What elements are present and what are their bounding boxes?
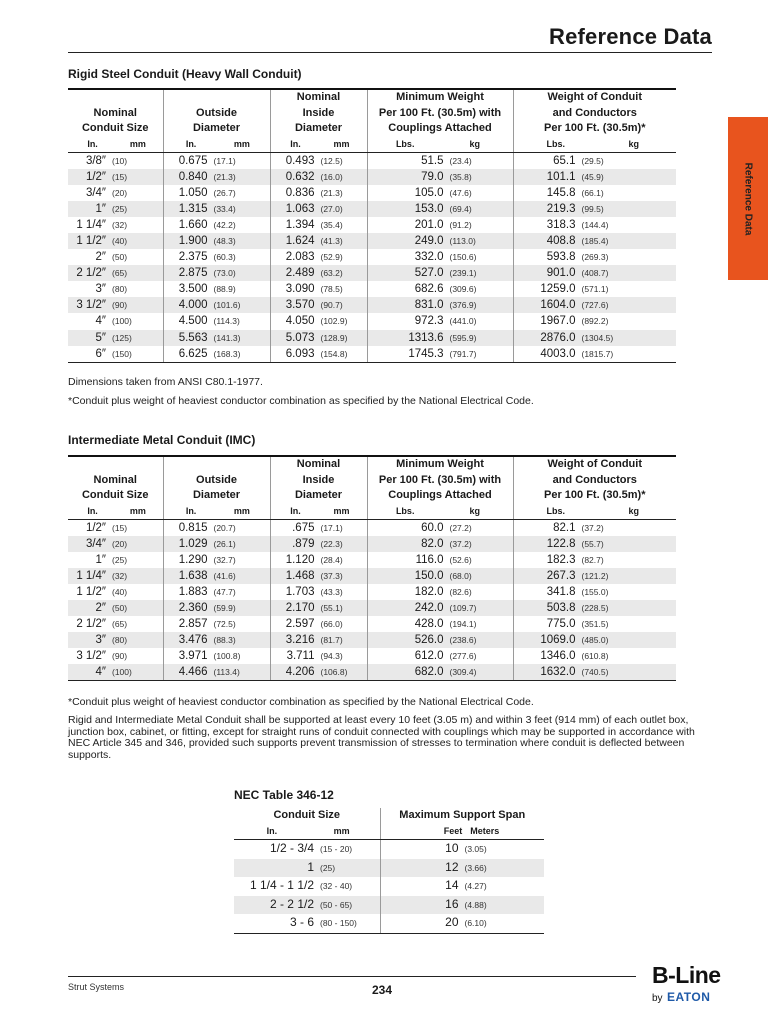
table-row bbox=[68, 152, 676, 169]
table-row bbox=[68, 201, 676, 217]
inside-diameter-cell: 4.050 (102.9) bbox=[270, 313, 367, 329]
table-row bbox=[68, 169, 676, 185]
weight-conductors-cell: 122.8 (55.7) bbox=[513, 536, 676, 552]
nec-support-table bbox=[234, 808, 544, 934]
nec-table-title: NEC Table 346-12 bbox=[234, 788, 334, 802]
min-weight-cell: 60.0 (27.2) bbox=[367, 519, 513, 536]
col-weight-conductors: Weight of Conduit and Conductors Per 100 Ft. (30.5m)* bbox=[513, 89, 676, 137]
rigid-note-ansi: Dimensions taken from ANSI C80.1-1977. bbox=[68, 376, 263, 388]
inside-diameter-cell: 1.624 (41.3) bbox=[270, 233, 367, 249]
inside-diameter-cell: 0.836 (21.3) bbox=[270, 185, 367, 201]
units-weight-cond: Lbs. kg bbox=[513, 137, 676, 153]
nec-col-size: Conduit Size bbox=[273, 809, 341, 821]
min-weight-cell: 612.0 (277.6) bbox=[367, 648, 513, 664]
inside-diameter-cell: 1.120 (28.4) bbox=[270, 552, 367, 568]
rigid-note-conductor: *Conduit plus weight of heaviest conductor combination as specified by the National Electrical Code. bbox=[68, 395, 534, 407]
min-weight-cell: 831.0 (376.9) bbox=[367, 297, 513, 313]
rigid-conduit-table bbox=[68, 88, 676, 363]
inside-diameter-cell: 3.711 (94.3) bbox=[270, 648, 367, 664]
nec-span-cell: 20 (6.10) bbox=[380, 914, 544, 933]
inside-diameter-cell: 1.468 (37.3) bbox=[270, 568, 367, 584]
inside-diameter-cell: 1.394 (35.4) bbox=[270, 217, 367, 233]
min-weight-cell: 242.0 (109.7) bbox=[367, 600, 513, 616]
units-weight-cond: Lbs. kg bbox=[513, 504, 676, 520]
weight-conductors-cell: 145.8 (66.1) bbox=[513, 185, 676, 201]
units-size: In. mm bbox=[68, 137, 163, 153]
min-weight-cell: 972.3 (441.0) bbox=[367, 313, 513, 329]
title-divider bbox=[68, 52, 712, 53]
weight-conductors-cell: 82.1 (37.2) bbox=[513, 519, 676, 536]
nec-size-cell: 1 (25) bbox=[234, 859, 380, 878]
weight-conductors-cell: 1259.0 (571.1) bbox=[513, 281, 676, 297]
table-row bbox=[68, 217, 676, 233]
table-row bbox=[68, 249, 676, 265]
units-min-weight: Lbs. kg bbox=[367, 504, 513, 520]
weight-conductors-cell: 65.1 (29.5) bbox=[513, 152, 676, 169]
table-row bbox=[68, 185, 676, 201]
weight-conductors-cell: 219.3 (99.5) bbox=[513, 201, 676, 217]
col-weight-conductors: Weight of Conduit and Conductors Per 100 Ft. (30.5m)* bbox=[513, 456, 676, 504]
table-row bbox=[68, 616, 676, 632]
col-nominal-size: Nominal Conduit Size bbox=[68, 456, 163, 504]
outside-diameter-cell: 6.625 (168.3) bbox=[163, 346, 270, 363]
nec-units-size: In. mm bbox=[234, 823, 380, 840]
nec-size-cell: 1/2 - 3/4 (15 - 20) bbox=[269, 841, 353, 855]
table-row bbox=[234, 840, 544, 859]
table-row bbox=[68, 281, 676, 297]
conduit-size-cell: 1 1/4″ (32) bbox=[76, 218, 128, 231]
weight-conductors-cell: 4003.0 (1815.7) bbox=[513, 346, 676, 363]
col-outside-diameter: Outside Diameter bbox=[163, 456, 270, 504]
inside-diameter-cell: .879 (22.3) bbox=[270, 536, 367, 552]
outside-diameter-cell: 4.500 (114.3) bbox=[163, 313, 270, 329]
weight-conductors-cell: 408.8 (185.4) bbox=[513, 233, 676, 249]
table-row bbox=[68, 297, 676, 313]
nec-size-cell: 2 - 2 1/2 (50 - 65) bbox=[234, 896, 380, 915]
outside-diameter-cell: 0.675 (17.1) bbox=[163, 152, 270, 169]
nec-size-cell: 3 - 6 (80 - 150) bbox=[234, 914, 380, 933]
conduit-size-cell: 2″ (50) bbox=[95, 251, 128, 264]
min-weight-cell: 79.0 (35.8) bbox=[367, 169, 513, 185]
weight-conductors-cell: 1632.0 (740.5) bbox=[513, 664, 676, 681]
nec-span-cell: 16 (4.88) bbox=[380, 896, 544, 915]
conduit-size-cell: 6″ (150) bbox=[68, 346, 163, 363]
inside-diameter-cell: 3.090 (78.5) bbox=[270, 281, 367, 297]
units-outside: In. mm bbox=[163, 137, 270, 153]
outside-diameter-cell: 1.315 (33.4) bbox=[163, 201, 270, 217]
conduit-size-cell: 1 1/2″ (40) bbox=[68, 233, 163, 249]
table-row bbox=[68, 664, 676, 681]
conduit-size-cell: 4″ (100) bbox=[95, 315, 132, 328]
units-size: In. mm bbox=[68, 504, 163, 520]
outside-diameter-cell: 2.360 (59.9) bbox=[163, 600, 270, 616]
outside-diameter-cell: 1.050 (26.7) bbox=[163, 185, 270, 201]
conduit-size-cell: 1/2″ (15) bbox=[68, 169, 163, 185]
weight-conductors-cell: 182.3 (82.7) bbox=[513, 552, 676, 568]
outside-diameter-cell: 4.000 (101.6) bbox=[163, 297, 270, 313]
min-weight-cell: 150.0 (68.0) bbox=[367, 568, 513, 584]
outside-diameter-cell: 2.857 (72.5) bbox=[163, 616, 270, 632]
min-weight-cell: 682.0 (309.4) bbox=[367, 664, 513, 681]
min-weight-cell: 182.0 (82.6) bbox=[367, 584, 513, 600]
inside-diameter-cell: 4.206 (106.8) bbox=[270, 664, 367, 681]
min-weight-cell: 105.0 (47.6) bbox=[367, 185, 513, 201]
inside-diameter-cell: 0.493 (12.5) bbox=[270, 152, 367, 169]
col-minimum-weight: Minimum Weight Per 100 Ft. (30.5m) with Couplings Attached bbox=[367, 456, 513, 504]
conduit-size-cell: 1 1/4″ (32) bbox=[68, 568, 163, 584]
min-weight-cell: 527.0 (239.1) bbox=[367, 265, 513, 281]
conduit-size-cell: 3 1/2″ (90) bbox=[76, 650, 128, 663]
conduit-size-cell: 1/2″ (15) bbox=[85, 521, 128, 534]
outside-diameter-cell: 4.466 (113.4) bbox=[163, 664, 270, 681]
conduit-size-cell: 3/4″ (20) bbox=[68, 536, 163, 552]
units-inside: In. mm bbox=[270, 137, 367, 153]
conduit-size-cell: 3″ (80) bbox=[68, 632, 163, 648]
min-weight-cell: 51.5 (23.4) bbox=[367, 152, 513, 169]
nec-span-cell: 14 (4.27) bbox=[380, 877, 544, 896]
table-row bbox=[68, 265, 676, 281]
conduit-size-cell: 5″ (125) bbox=[68, 330, 163, 346]
outside-diameter-cell: 0.815 (20.7) bbox=[163, 519, 270, 536]
weight-conductors-cell: 1967.0 (892.2) bbox=[513, 313, 676, 329]
conduit-size-cell: 2″ (50) bbox=[68, 600, 163, 616]
inside-diameter-cell: 0.632 (16.0) bbox=[270, 169, 367, 185]
inside-diameter-cell: 5.073 (128.9) bbox=[270, 330, 367, 346]
min-weight-cell: 1313.6 (595.9) bbox=[367, 330, 513, 346]
nec-span-cell: 10 (3.05) bbox=[380, 840, 544, 859]
page-title: Reference Data bbox=[549, 24, 712, 49]
units-outside: In. mm bbox=[163, 504, 270, 520]
imc-conduit-table bbox=[68, 455, 676, 681]
conduit-size-cell: 1 1/2″ (40) bbox=[76, 585, 128, 598]
units-min-weight: Lbs. kg bbox=[367, 137, 513, 153]
weight-conductors-cell: 101.1 (45.9) bbox=[513, 169, 676, 185]
outside-diameter-cell: 1.883 (47.7) bbox=[163, 584, 270, 600]
conduit-size-cell: 2 1/2″ (65) bbox=[68, 265, 163, 281]
table-row bbox=[68, 519, 676, 536]
conduit-size-cell: 4″ (100) bbox=[68, 664, 163, 681]
min-weight-cell: 428.0 (194.1) bbox=[367, 616, 513, 632]
conduit-size-cell: 3/4″ (20) bbox=[85, 186, 128, 199]
outside-diameter-cell: 3.500 (88.9) bbox=[163, 281, 270, 297]
weight-conductors-cell: 775.0 (351.5) bbox=[513, 616, 676, 632]
col-nominal-size: Nominal Conduit Size bbox=[68, 89, 163, 137]
table-row bbox=[234, 859, 544, 878]
weight-conductors-cell: 267.3 (121.2) bbox=[513, 568, 676, 584]
outside-diameter-cell: 2.375 (60.3) bbox=[163, 249, 270, 265]
inside-diameter-cell: 1.063 (27.0) bbox=[270, 201, 367, 217]
outside-diameter-cell: 1.290 (32.7) bbox=[163, 552, 270, 568]
rigid-section-title: Rigid Steel Conduit (Heavy Wall Conduit) bbox=[68, 67, 302, 81]
table-row bbox=[234, 914, 544, 933]
table-row bbox=[234, 896, 544, 915]
col-inside-diameter: Nominal Inside Diameter bbox=[270, 89, 367, 137]
nec-units-span: Feet Meters bbox=[380, 823, 544, 840]
weight-conductors-cell: 901.0 (408.7) bbox=[513, 265, 676, 281]
conduit-size-cell: 3/8″ (10) bbox=[85, 154, 128, 167]
outside-diameter-cell: 1.029 (26.1) bbox=[163, 536, 270, 552]
min-weight-cell: 332.0 (150.6) bbox=[367, 249, 513, 265]
footer-section-label: Strut Systems bbox=[68, 982, 125, 992]
inside-diameter-cell: 2.170 (55.1) bbox=[270, 600, 367, 616]
inside-diameter-cell: .675 (17.1) bbox=[270, 519, 367, 536]
min-weight-cell: 82.0 (37.2) bbox=[367, 536, 513, 552]
imc-section-title: Intermediate Metal Conduit (IMC) bbox=[68, 433, 256, 447]
nec-span-cell: 12 (3.66) bbox=[380, 859, 544, 878]
weight-conductors-cell: 341.8 (155.0) bbox=[513, 584, 676, 600]
conduit-size-cell: 3″ (80) bbox=[95, 283, 128, 296]
section-side-tab: Reference Data bbox=[728, 117, 768, 280]
min-weight-cell: 1745.3 (791.7) bbox=[367, 346, 513, 363]
weight-conductors-cell: 1604.0 (727.6) bbox=[513, 297, 676, 313]
inside-diameter-cell: 6.093 (154.8) bbox=[270, 346, 367, 363]
min-weight-cell: 682.6 (309.6) bbox=[367, 281, 513, 297]
table-row bbox=[68, 346, 676, 363]
units-inside: In. mm bbox=[270, 504, 367, 520]
inside-diameter-cell: 3.570 (90.7) bbox=[270, 297, 367, 313]
min-weight-cell: 153.0 (69.4) bbox=[367, 201, 513, 217]
col-outside-diameter: Outside Diameter bbox=[163, 89, 270, 137]
conduit-size-cell: 1″ (25) bbox=[68, 201, 163, 217]
outside-diameter-cell: 3.971 (100.8) bbox=[163, 648, 270, 664]
outside-diameter-cell: 1.900 (48.3) bbox=[163, 233, 270, 249]
weight-conductors-cell: 1346.0 (610.8) bbox=[513, 648, 676, 664]
conduit-size-cell: 1″ (25) bbox=[95, 553, 128, 566]
table-row bbox=[234, 877, 544, 896]
min-weight-cell: 526.0 (238.6) bbox=[367, 632, 513, 648]
weight-conductors-cell: 1069.0 (485.0) bbox=[513, 632, 676, 648]
conduit-size-cell: 3 1/2″ (90) bbox=[68, 297, 163, 313]
footer-divider bbox=[68, 976, 636, 977]
table-row bbox=[68, 600, 676, 616]
outside-diameter-cell: 1.660 (42.2) bbox=[163, 217, 270, 233]
support-paragraph: Rigid and Intermediate Metal Conduit shall be supported at least every 10 feet (3.05 m) and within 3 feet (914 mm) of each outlet box, junction box, cabinet, or fitting, except for straight runs of conduit connected with couplings which may be supported in accordance with NEC Article 345 and 346, provided such supports prevent transmission of stresses to termination where conduit is deflected between supports. bbox=[68, 714, 695, 761]
table-row bbox=[68, 313, 676, 329]
page-number: 234 bbox=[372, 983, 393, 997]
table-row bbox=[68, 648, 676, 664]
weight-conductors-cell: 318.3 (144.4) bbox=[513, 217, 676, 233]
min-weight-cell: 249.0 (113.0) bbox=[367, 233, 513, 249]
inside-diameter-cell: 3.216 (81.7) bbox=[270, 632, 367, 648]
inside-diameter-cell: 2.083 (52.9) bbox=[270, 249, 367, 265]
weight-conductors-cell: 2876.0 (1304.5) bbox=[513, 330, 676, 346]
outside-diameter-cell: 0.840 (21.3) bbox=[163, 169, 270, 185]
table-row bbox=[68, 330, 676, 346]
outside-diameter-cell: 1.638 (41.6) bbox=[163, 568, 270, 584]
col-minimum-weight: Minimum Weight Per 100 Ft. (30.5m) with Couplings Attached bbox=[367, 89, 513, 137]
table-row bbox=[68, 552, 676, 568]
outside-diameter-cell: 2.875 (73.0) bbox=[163, 265, 270, 281]
weight-conductors-cell: 503.8 (228.5) bbox=[513, 600, 676, 616]
min-weight-cell: 201.0 (91.2) bbox=[367, 217, 513, 233]
conduit-size-cell: 2 1/2″ (65) bbox=[76, 618, 128, 631]
table-row bbox=[68, 584, 676, 600]
min-weight-cell: 116.0 (52.6) bbox=[367, 552, 513, 568]
outside-diameter-cell: 3.476 (88.3) bbox=[163, 632, 270, 648]
inside-diameter-cell: 2.597 (66.0) bbox=[270, 616, 367, 632]
imc-note-conductor: *Conduit plus weight of heaviest conductor combination as specified by the National Electrical Code. bbox=[68, 696, 534, 708]
inside-diameter-cell: 2.489 (63.2) bbox=[270, 265, 367, 281]
inside-diameter-cell: 1.703 (43.3) bbox=[270, 584, 367, 600]
bline-eaton-logo: B-Line by EATON bbox=[652, 962, 721, 1004]
weight-conductors-cell: 593.8 (269.3) bbox=[513, 249, 676, 265]
table-row bbox=[68, 632, 676, 648]
col-inside-diameter: Nominal Inside Diameter bbox=[270, 456, 367, 504]
table-row bbox=[68, 536, 676, 552]
nec-size-cell: 1 1/4 - 1 1/2 (32 - 40) bbox=[249, 878, 353, 893]
outside-diameter-cell: 5.563 (141.3) bbox=[163, 330, 270, 346]
nec-col-span: Maximum Support Span bbox=[380, 808, 544, 823]
table-row bbox=[68, 233, 676, 249]
table-row bbox=[68, 568, 676, 584]
